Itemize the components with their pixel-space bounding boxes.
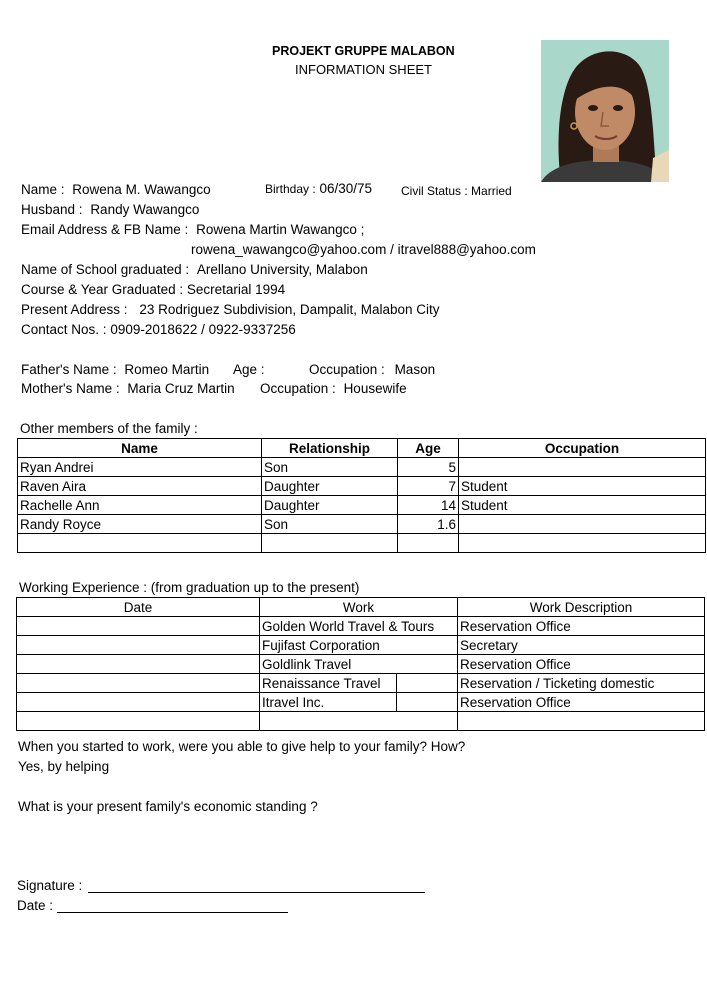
- work-date: [17, 617, 260, 636]
- father-age-label: Age :: [233, 362, 265, 377]
- address-field: [21, 302, 439, 318]
- civil-status-field: [401, 183, 512, 199]
- work-description: [458, 712, 705, 731]
- husband-value: Randy Wawangco: [90, 202, 200, 217]
- member-occupation: Student: [459, 496, 706, 515]
- member-name: Rachelle Ann: [18, 496, 262, 515]
- email-addresses: rowena_wawangco@yahoo.com / itravel888@yahoo.com: [191, 242, 536, 257]
- civil-status-label: Civil Status :: [401, 184, 468, 198]
- school-field: [21, 262, 368, 278]
- work-date: [17, 712, 260, 731]
- work-description: Reservation / Ticketing domestic: [458, 674, 705, 693]
- member-age: 5: [398, 458, 459, 477]
- mother-value: Maria Cruz Martin: [127, 381, 235, 396]
- member-relationship: Daughter: [262, 477, 398, 496]
- family-heading: Other members of the family :: [20, 421, 198, 436]
- member-relationship: Son: [262, 458, 398, 477]
- work-heading: Working Experience : (from graduation up to the present): [19, 580, 360, 595]
- member-relationship: Son: [262, 515, 398, 534]
- question-family-help: When you started to work, were you able to give help to your family? How?: [18, 739, 466, 754]
- table-row: [18, 477, 706, 496]
- school-value: Arellano University, Malabon: [196, 262, 368, 277]
- husband-field: [21, 202, 199, 218]
- member-age: 7: [398, 477, 459, 496]
- work-company: Golden World Travel & Tours: [260, 617, 458, 636]
- father-value: Romeo Martin: [124, 362, 210, 377]
- father-field: [21, 362, 209, 378]
- work-date: [17, 655, 260, 674]
- name-value: Rowena M. Wawangco: [72, 182, 211, 197]
- father-occupation-value: Mason: [394, 362, 436, 377]
- signature-line[interactable]: [88, 892, 425, 893]
- member-relationship: Daughter: [262, 496, 398, 515]
- father-occupation-label: Occupation :: [309, 362, 385, 377]
- name-label: Name :: [21, 182, 65, 197]
- member-name: Randy Royce: [18, 515, 262, 534]
- table-row: [18, 515, 706, 534]
- birthday-field: [265, 181, 372, 197]
- table-row: [18, 458, 706, 477]
- email-label: Email Address & FB Name :: [21, 222, 189, 237]
- mother-occupation-label: Occupation :: [260, 381, 336, 396]
- applicant-photo: [541, 40, 669, 182]
- question-economic-standing: What is your present family's economic standing ?: [18, 799, 318, 814]
- table-row: [18, 496, 706, 515]
- course-field: [21, 282, 285, 298]
- work-extra-cell: [397, 674, 458, 693]
- contact-field: [21, 322, 296, 338]
- table-row: [18, 534, 706, 553]
- work-description: Reservation Office: [458, 693, 705, 712]
- family-table: [17, 438, 706, 553]
- table-row: [17, 693, 705, 712]
- contact-value: 0909-2018622 / 0922-9337256: [110, 322, 296, 337]
- address-value: 23 Rodriguez Subdivision, Dampalit, Malabon City: [139, 302, 440, 317]
- school-label: Name of School graduated :: [21, 262, 190, 277]
- name-field: [21, 182, 211, 198]
- mother-occupation-field: [260, 381, 407, 397]
- address-label: Present Address :: [21, 302, 128, 317]
- birthday-label: Birthday :: [265, 182, 316, 196]
- member-age: [398, 534, 459, 553]
- father-label: Father's Name :: [21, 362, 117, 377]
- column-header: Work: [260, 598, 458, 617]
- member-name: Raven Aira: [18, 477, 262, 496]
- work-description: Secretary: [458, 636, 705, 655]
- work-company: [260, 712, 458, 731]
- work-date: [17, 636, 260, 655]
- form-title: PROJEKT GRUPPE MALABON: [272, 44, 455, 58]
- column-header: Age: [398, 439, 459, 458]
- member-age: 1.6: [398, 515, 459, 534]
- table-row: [17, 636, 705, 655]
- member-occupation: [459, 534, 706, 553]
- work-header-row: [17, 598, 705, 617]
- column-header: Relationship: [262, 439, 398, 458]
- birthday-value: 06/30/75: [319, 181, 373, 196]
- column-header: Name: [18, 439, 262, 458]
- contact-label: Contact Nos. :: [21, 322, 107, 337]
- work-company: Goldlink Travel: [260, 655, 458, 674]
- form-subtitle: INFORMATION SHEET: [295, 62, 432, 77]
- work-date: [17, 674, 260, 693]
- course-value: Secretarial 1994: [186, 282, 286, 297]
- member-name: [18, 534, 262, 553]
- father-occupation-field: [309, 362, 435, 378]
- fb-name-value: Rowena Martin Wawangco ;: [196, 222, 365, 237]
- member-occupation: Student: [459, 477, 706, 496]
- table-row: [17, 617, 705, 636]
- mother-label: Mother's Name :: [21, 381, 120, 396]
- column-header: Work Description: [458, 598, 705, 617]
- course-label: Course & Year Graduated :: [21, 282, 184, 297]
- signature-label: Signature :: [17, 878, 83, 893]
- family-header-row: [18, 439, 706, 458]
- table-row: [17, 655, 705, 674]
- work-company: Itravel Inc.: [260, 693, 397, 712]
- table-row: [17, 674, 705, 693]
- civil-status-value: Married: [471, 184, 512, 198]
- work-company: Fujifast Corporation: [260, 636, 458, 655]
- husband-label: Husband :: [21, 202, 83, 217]
- work-company: Renaissance Travel: [260, 674, 397, 693]
- mother-occupation-value: Housewife: [343, 381, 407, 396]
- member-relationship: [262, 534, 398, 553]
- work-description: Reservation Office: [458, 617, 705, 636]
- work-description: Reservation Office: [458, 655, 705, 674]
- member-name: Ryan Andrei: [18, 458, 262, 477]
- work-table: [16, 597, 705, 731]
- member-occupation: [459, 515, 706, 534]
- work-date: [17, 693, 260, 712]
- table-row: [17, 712, 705, 731]
- work-extra-cell: [397, 693, 458, 712]
- member-age: 14: [398, 496, 459, 515]
- answer-family-help: Yes, by helping: [18, 759, 110, 774]
- mother-field: [21, 381, 235, 397]
- email-field: [21, 222, 364, 238]
- date-line[interactable]: [57, 912, 288, 913]
- portrait-image: [541, 40, 669, 182]
- member-occupation: [459, 458, 706, 477]
- column-header: Occupation: [459, 439, 706, 458]
- date-label: Date :: [17, 898, 54, 913]
- column-header: Date: [17, 598, 260, 617]
